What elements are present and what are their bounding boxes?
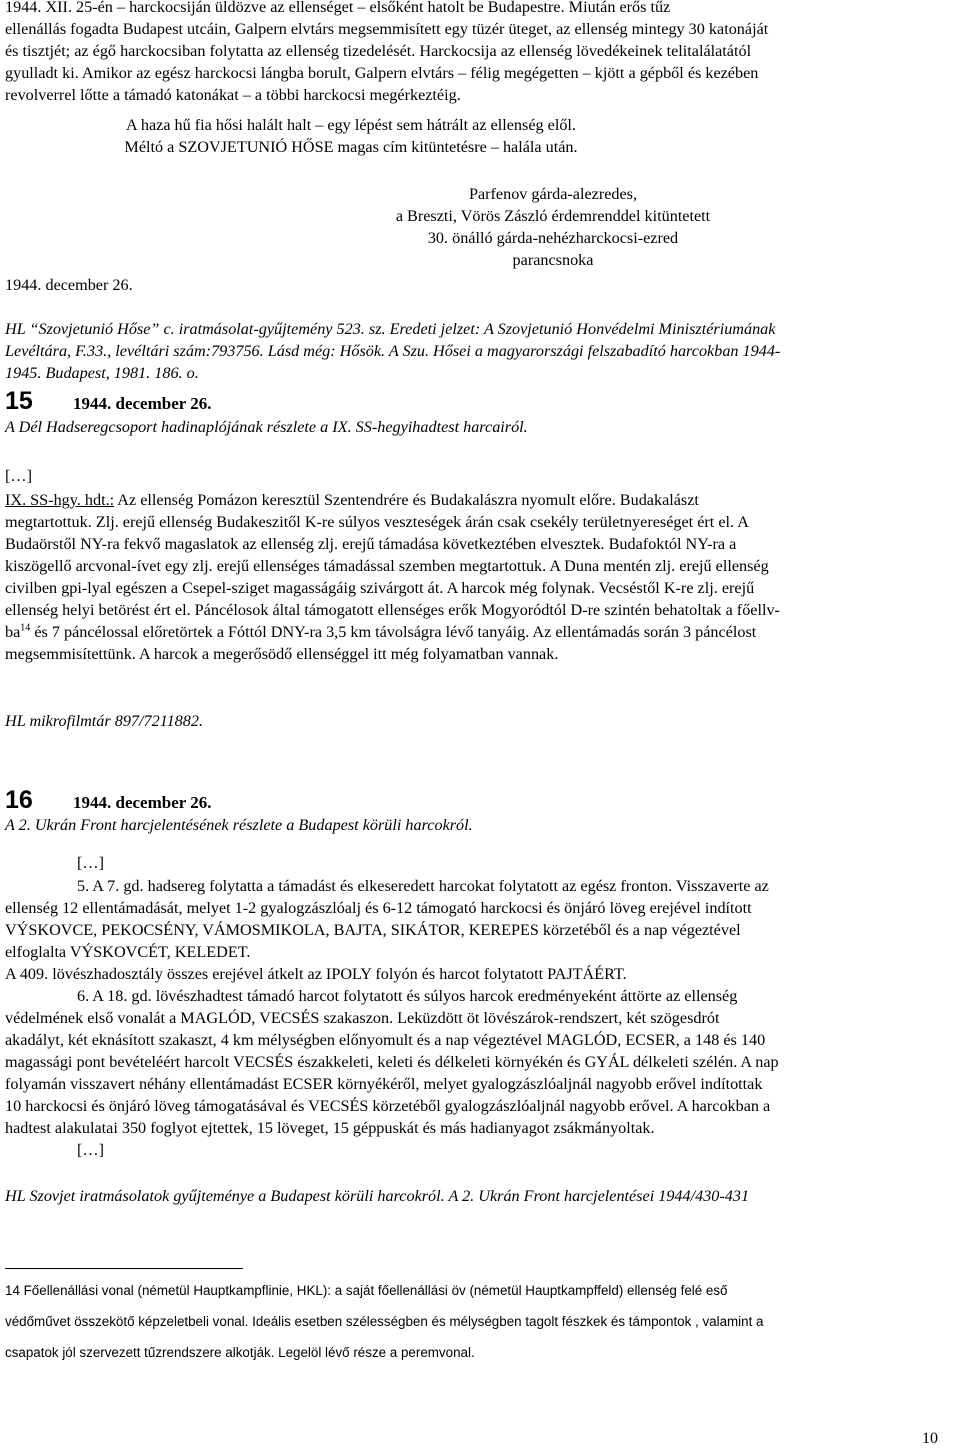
doc15-number: 15 <box>5 387 33 415</box>
text-line: magassági pont bevételéért harcolt VECSÉS északkeleti, keleti és délkeleti környékén és GYÁL délkeleti szélén. A nap <box>5 1053 779 1071</box>
footnote-ref-14[interactable]: 14 <box>20 622 31 634</box>
signature-line: 30. önálló gárda-nehézharckocsi-ezred <box>427 229 679 247</box>
doc15-date: 1944. december 26. <box>73 394 212 413</box>
doc16-para-5 <box>5 875 955 985</box>
honor-line: Méltó a SZOVJETUNIÓ HŐSE magas cím kitüntetésre – halála után. <box>124 138 578 156</box>
signature-line: a Breszti, Vörös Zászló érdemrenddel kitüntetett <box>395 207 711 225</box>
text-line: 5. A 7. gd. hadsereg folytatta a támadást és elkeseredett harcokat folytatott az egész fronton. Visszaverte az <box>77 877 769 895</box>
signature-date: 1944. december 26. <box>5 276 133 294</box>
footnote-line: 14 Főellenállási vonal (németül Hauptkampflinie, HKL): a saját főellenállási öv (németül Hauptkampffeld) ellenség felé eső <box>5 1283 728 1298</box>
text-line: ellenállás fogadta Budapest utcáin, Galpern elvtárs megsemmisített egy tüzér üteget, az ellenség mintegy 30 katonáját <box>5 20 769 38</box>
text-line: elfoglalta VÝSKOVCÉT, KELEDET. <box>5 943 251 961</box>
text-line <box>5 621 955 643</box>
signature-block <box>310 183 796 271</box>
text-line: Levéltára, F.33., levéltári szám:793756. Lásd még: Hősök. A Szu. Hősei a magyarországi felszabadító harcokban 1944- <box>5 342 781 360</box>
text-line: revolverrel lőtte a támadó katonákat – a többi harckocsi megérkeztéig. <box>5 86 461 104</box>
text-run: és 7 páncélossal előretörtek a Fóttól DNY-ra 3,5 km távolságra lévő tanyáig. Az ellentámadás során 3 páncélost <box>30 623 757 641</box>
text-line <box>5 489 955 511</box>
page-number: 10 <box>922 1430 938 1447</box>
doc15-ellipsis: […] <box>5 467 32 485</box>
doc16-title: A 2. Ukrán Front harcjelentésének részlete a Budapest körüli harcokról. <box>5 816 473 834</box>
doc16-para-6 <box>5 985 955 1139</box>
text-line: civilben gpi-lyal egészen a Csepel-sziget magasságáig szivárgott át. A harcok még folynak. Vecséstől K-re zlj. erejű <box>5 579 755 597</box>
doc16-ellipsis-start: […] <box>77 854 104 872</box>
signature-line: parancsnoka <box>512 251 594 269</box>
text-line: gyulladt ki. Amikor az egész harckocsi lángba borult, Galpern elvtárs – félig megégetten – kjött a gépből és kezében <box>5 64 759 82</box>
footnote-line: védőművet összekötő képzeletbeli vonal. Ideális esetben szélességben és mélységben tagolt fészkek és támpontok , valamint a <box>5 1314 764 1329</box>
text-line: védelmének első vonalát a MAGLÓD, VECSÉS szakaszon. Leküzdött öt lövészárok-rendszert, két szögesdrót <box>5 1009 720 1027</box>
text-line: kiszögellő arcvonal-ívet egy zlj. erejű ellenséges támadással szemben megtartottuk. A Duna mentén zlj. erejű ellenség <box>5 557 769 575</box>
source-citation-14 <box>5 318 955 384</box>
text-line: akadályt, két eknásított szakaszt, 4 km mélységben előnyomult és a nap végeztével MAGLÓD, ECSER, a 148 és 140 <box>5 1031 766 1049</box>
text-line: megtartottuk. Zlj. erejű ellenség Budakeszitől K-re súlyos veszteségek árán csak csekély területnyereséget ért el. A <box>5 513 749 531</box>
doc15-header <box>5 386 955 419</box>
footnote-line: csapatok jól szervezett tűzrendszere alkotják. Legelöl lévő része a peremvonal. <box>5 1345 475 1360</box>
text-line: megsemmisítettünk. A harcok a megerősödő ellenséggel itt még folyamatban vannak. <box>5 645 559 663</box>
text-line: 10 harckocsi és önjáró löveg támogatásával és VECSÉS körzetéből gyalogzászlóaljnál nagyobb erővel. A harcokban a <box>5 1097 771 1115</box>
doc15-title: A Dél Hadseregcsoport hadinaplójának részlete a IX. SS-hegyihadtest harcairól. <box>5 418 528 436</box>
doc16-ellipsis-end: […] <box>77 1141 104 1159</box>
text-line: HL “Szovjetunió Hőse” c. iratmásolat-gyűjtemény 523. sz. Eredeti jelzet: A Szovjetunió Honvédelmi Minisztériumának <box>5 320 776 338</box>
text-run: Az ellenség Pomázon keresztül Szentendrére és Budakalászra nyomult előre. Budakalászt <box>114 491 699 509</box>
text-line: 1945. Budapest, 1981. 186. o. <box>5 364 199 382</box>
footnote-14 <box>5 1275 955 1368</box>
honor-line: A haza hű fia hősi halált halt – egy lépést sem hátrált az ellenség elől. <box>126 116 576 134</box>
top-paragraph <box>5 0 955 106</box>
honor-lines <box>0 114 702 158</box>
text-line: VÝSKOVCE, PEKOCSÉNY, VÁMOSMIKOLA, BAJTA, SIKÁTOR, KEREPES körzetéből és a nap végeztével <box>5 921 741 939</box>
text-run: ba <box>5 623 21 641</box>
doc16-number: 16 <box>5 786 33 814</box>
text-line: ellenség helyi betörést ért el. Páncélosok által támogatott ellenséges erők Mogyoródtól D-re szintén behatoltak a főellv- <box>5 601 780 619</box>
text-line: és tisztjét; az égő harckocsiban folytatta az ellenség tizedelését. Harckocsija az ellenség lövedékeinek telitalálatától <box>5 42 752 60</box>
text-line: folyamán visszavert néhány ellentámadást ECSER környékéről, melyet gyalogzászlóaljnál nagyobb erővel indítottak <box>5 1075 763 1093</box>
text-line: hadtest alakulatai 350 foglyot ejtettek, 15 löveget, 15 géppuskát és más hadianyagot zsákmányoltak. <box>5 1119 655 1137</box>
text-line: Budaörstől NY-ra fekvő magaslatok az ellenség zlj. erejű támadása következtében elvesztek. Budafoktól NY-ra a <box>5 535 737 553</box>
text-line: A 409. lövészhadosztály összes erejével átkelt az IPOLY folyón és harcot folytatott PAJTÁÉRT. <box>5 965 627 983</box>
signature-line: Parfenov gárda-alezredes, <box>468 185 638 203</box>
doc15-unit-label: IX. SS-hgy. hdt.: <box>5 491 115 509</box>
text-line: 6. A 18. gd. lövészhadtest támadó harcot folytatott és súlyos harcok eredményeként áttörte az ellenség <box>77 987 738 1005</box>
doc15-source: HL mikrofilmtár 897/7211882. <box>5 712 204 730</box>
footnote-divider <box>5 1268 243 1269</box>
text-line: 1944. XII. 25-én – harckocsiján üldözve az ellenséget – elsőként hatolt be Budapestre. Miután erős tűz <box>5 0 671 16</box>
text-line: ellenség 12 ellentámadását, melyet 1-2 gyalogzászlóalj és 6-12 támogató harckocsi és önjáró löveg erejével indított <box>5 899 752 917</box>
doc16-date: 1944. december 26. <box>73 793 212 812</box>
doc16-source: HL Szovjet iratmásolatok gyűjteménye a Budapest körüli harcokról. A 2. Ukrán Front harcjelentései 1944/430-431 <box>5 1187 750 1205</box>
doc15-body <box>5 489 955 665</box>
